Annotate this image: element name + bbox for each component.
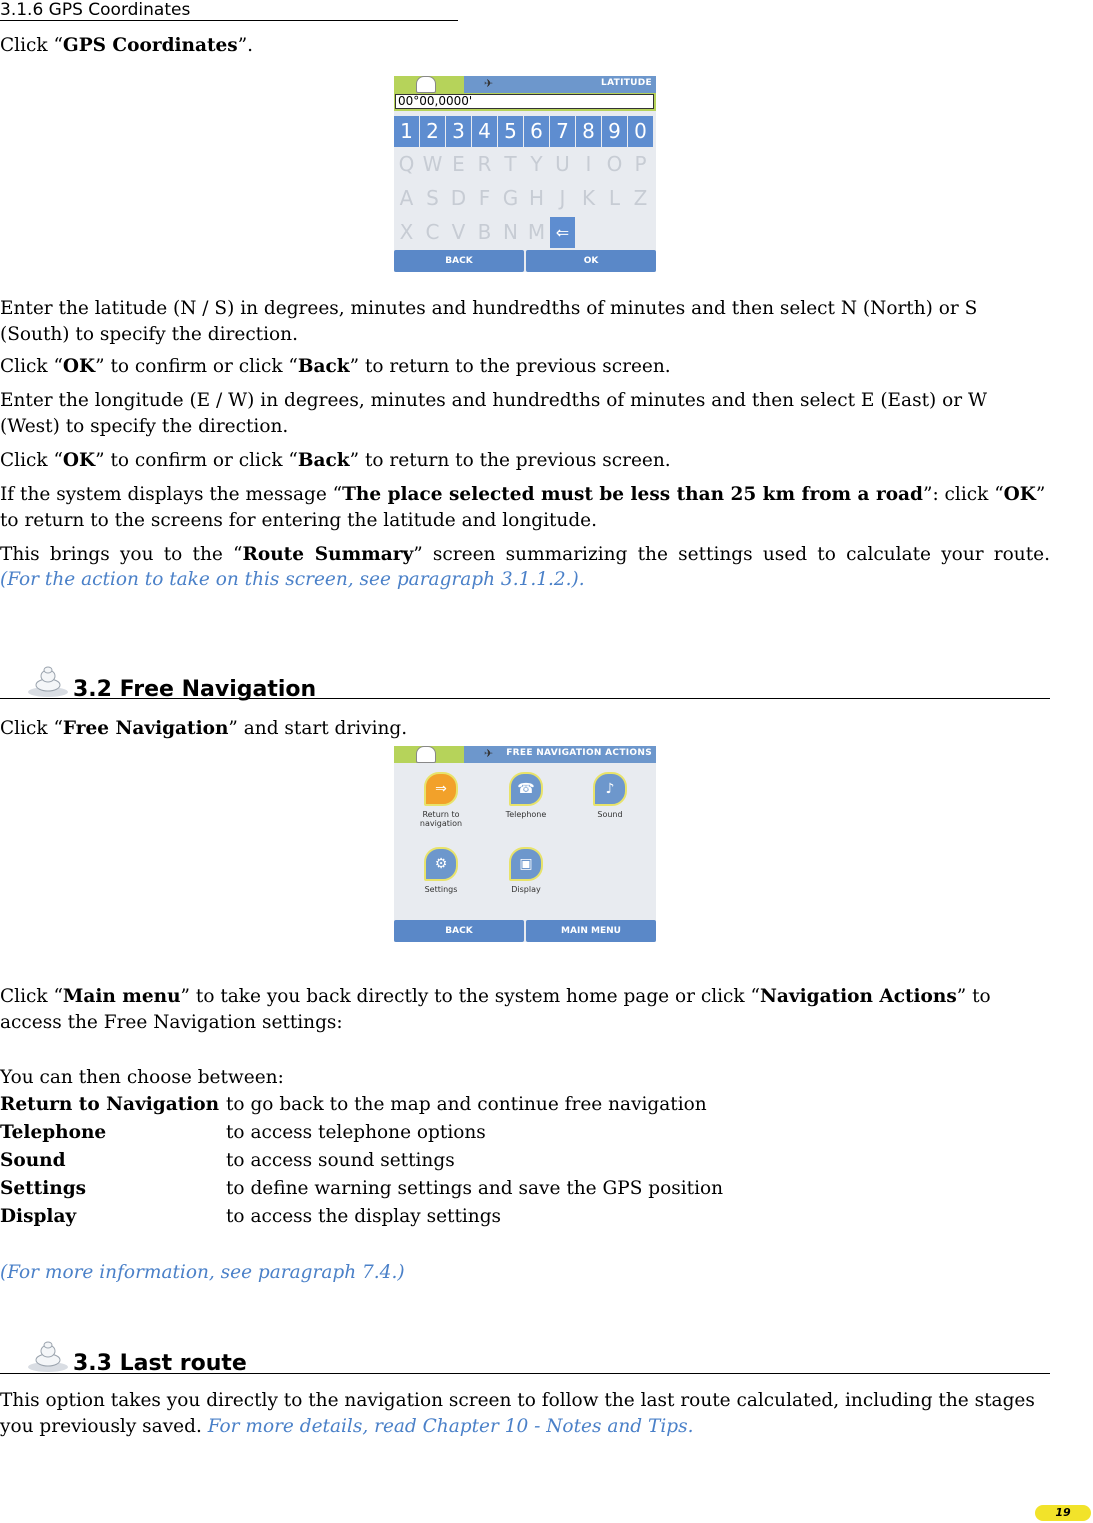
key-p: P <box>628 149 653 180</box>
free-navigation-screen <box>394 746 656 942</box>
digit-key-row <box>394 116 654 147</box>
heading-rule <box>0 1373 1050 1374</box>
key-4[interactable]: 4 <box>472 116 497 147</box>
main-menu-paragraph: Click “Main menu” to take you back directly to the system home page or click “Navigation Actions” to access the Free Navigation settings: <box>0 986 991 1033</box>
section-heading-free-navigation: 3.2 Free Navigation <box>73 677 317 702</box>
option-description: to go back to the map and continue free navigation <box>226 1094 707 1115</box>
key-0[interactable]: 0 <box>628 116 653 147</box>
asdf-key-row <box>394 183 654 214</box>
key-9[interactable]: 9 <box>602 116 627 147</box>
display-icon: ▣ <box>509 847 543 881</box>
confirm-paragraph-2: Click “OK” to confirm or click “Back” to return to the previous screen. <box>0 450 671 471</box>
option-description: to access the display settings <box>226 1206 502 1227</box>
key-d: D <box>446 183 471 214</box>
key-j: J <box>550 183 575 214</box>
last-route-paragraph: This option takes you directly to the navigation screen to follow the last route calculated, including the stages you previously saved. For more details, read Chapter 10 - Notes and Tips. <box>0 1390 1035 1437</box>
key-z: Z <box>628 183 653 214</box>
sound-action[interactable]: ♪ Sound <box>575 772 645 819</box>
key-s: S <box>420 183 445 214</box>
option-description: to access telephone options <box>226 1122 486 1143</box>
section-heading-last-route: 3.3 Last route <box>73 1351 247 1376</box>
key-l: L <box>602 183 627 214</box>
option-description: to access sound settings <box>226 1150 455 1171</box>
latitude-screen <box>394 76 656 272</box>
key-7[interactable]: 7 <box>550 116 575 147</box>
key-x: X <box>394 217 419 248</box>
key-h: H <box>524 183 549 214</box>
key-u: U <box>550 149 575 180</box>
page-number-badge: 19 <box>1035 1505 1091 1521</box>
arrow-right-icon: ⇒ <box>424 772 458 806</box>
key-f: F <box>472 183 497 214</box>
mascot-icon <box>416 76 436 93</box>
key-k: K <box>576 183 601 214</box>
message-paragraph: If the system displays the message “The place selected must be less than 25 km from a road”: click “OK” to return to the screens for entering the latitude and longitude. <box>0 484 1046 531</box>
option-name: Return to Navigation <box>0 1094 220 1115</box>
option-name: Display <box>0 1206 77 1227</box>
free-navigation-paragraph: Click “Free Navigation” and start driving. <box>0 718 408 739</box>
back-button[interactable]: BACK <box>394 250 524 272</box>
key-n: N <box>498 217 523 248</box>
key-o: O <box>602 149 627 180</box>
screen-title: FREE NAVIGATION ACTIONS <box>506 748 652 758</box>
screen-title-bar <box>394 76 656 93</box>
key-c: C <box>420 217 445 248</box>
key-g: G <box>498 183 523 214</box>
screen-title-bar <box>394 746 656 763</box>
route-summary-link[interactable]: (For the action to take on this screen, see paragraph 3.1.1.2.). <box>0 569 585 590</box>
return-to-navigation-action[interactable]: ⇒ Return to navigation <box>406 772 476 828</box>
zxcv-key-row <box>394 217 576 248</box>
key-a: A <box>394 183 419 214</box>
gps-click-paragraph: Click “GPS Coordinates”. <box>0 35 254 56</box>
option-description: to define warning settings and save the GPS position <box>226 1178 724 1199</box>
longitude-paragraph: Enter the longitude (E / W) in degrees, minutes and hundredths of minutes and then select E (East) or W (West) to specify the direction. <box>0 390 987 437</box>
key-m: M <box>524 217 549 248</box>
satellite-icon: ✈ <box>484 747 494 760</box>
key-w: W <box>420 149 445 180</box>
key-b: B <box>472 217 497 248</box>
bibendum-logo-icon <box>26 666 70 698</box>
notes-tips-link[interactable]: For more details, read Chapter 10 - Notes and Tips. <box>207 1416 694 1437</box>
route-summary-paragraph: This brings you to the “Route Summary” screen summarizing the settings used to calculate your route. <box>0 544 1050 565</box>
section-heading-gps-coordinates: 3.1.6 GPS Coordinates <box>0 0 458 21</box>
key-8[interactable]: 8 <box>576 116 601 147</box>
key-t: T <box>498 149 523 180</box>
speaker-icon: ♪ <box>593 772 627 806</box>
screen-button-bar <box>394 920 656 942</box>
key-q: Q <box>394 149 419 180</box>
ok-button[interactable]: OK <box>526 250 656 272</box>
latitude-paragraph: Enter the latitude (N / S) in degrees, minutes and hundredths of minutes and then select N (North) or S (South) to specify the direction. <box>0 298 978 345</box>
key-v: V <box>446 217 471 248</box>
key-5[interactable]: 5 <box>498 116 523 147</box>
key-2[interactable]: 2 <box>420 116 445 147</box>
choose-paragraph: You can then choose between: <box>0 1067 284 1088</box>
main-menu-button[interactable]: MAIN MENU <box>526 920 656 942</box>
backspace-key[interactable]: ⇐ <box>550 217 575 248</box>
telephone-icon: ☎ <box>509 772 543 806</box>
option-name: Sound <box>0 1150 66 1171</box>
satellite-icon: ✈ <box>484 77 494 90</box>
mascot-icon <box>416 746 436 763</box>
screen-button-bar <box>394 250 656 272</box>
bibendum-logo-icon <box>26 1341 70 1373</box>
key-6[interactable]: 6 <box>524 116 549 147</box>
qwerty-key-row <box>394 149 654 180</box>
screen-title: LATITUDE <box>601 78 652 88</box>
settings-action[interactable]: ⚙ Settings <box>406 847 476 894</box>
back-button[interactable]: BACK <box>394 920 524 942</box>
key-r: R <box>472 149 497 180</box>
heading-rule <box>0 698 1050 699</box>
more-info-link[interactable]: (For more information, see paragraph 7.4.) <box>0 1262 405 1283</box>
gear-icon: ⚙ <box>424 847 458 881</box>
key-e: E <box>446 149 471 180</box>
key-1[interactable]: 1 <box>394 116 419 147</box>
option-name: Settings <box>0 1178 87 1199</box>
display-action[interactable]: ▣ Display <box>491 847 561 894</box>
option-name: Telephone <box>0 1122 107 1143</box>
key-y: Y <box>524 149 549 180</box>
key-i: I <box>576 149 601 180</box>
telephone-action[interactable]: ☎ Telephone <box>491 772 561 819</box>
key-3[interactable]: 3 <box>446 116 471 147</box>
latitude-input[interactable]: 00°00,0000' <box>395 94 654 109</box>
confirm-paragraph-1: Click “OK” to confirm or click “Back” to return to the previous screen. <box>0 356 671 377</box>
